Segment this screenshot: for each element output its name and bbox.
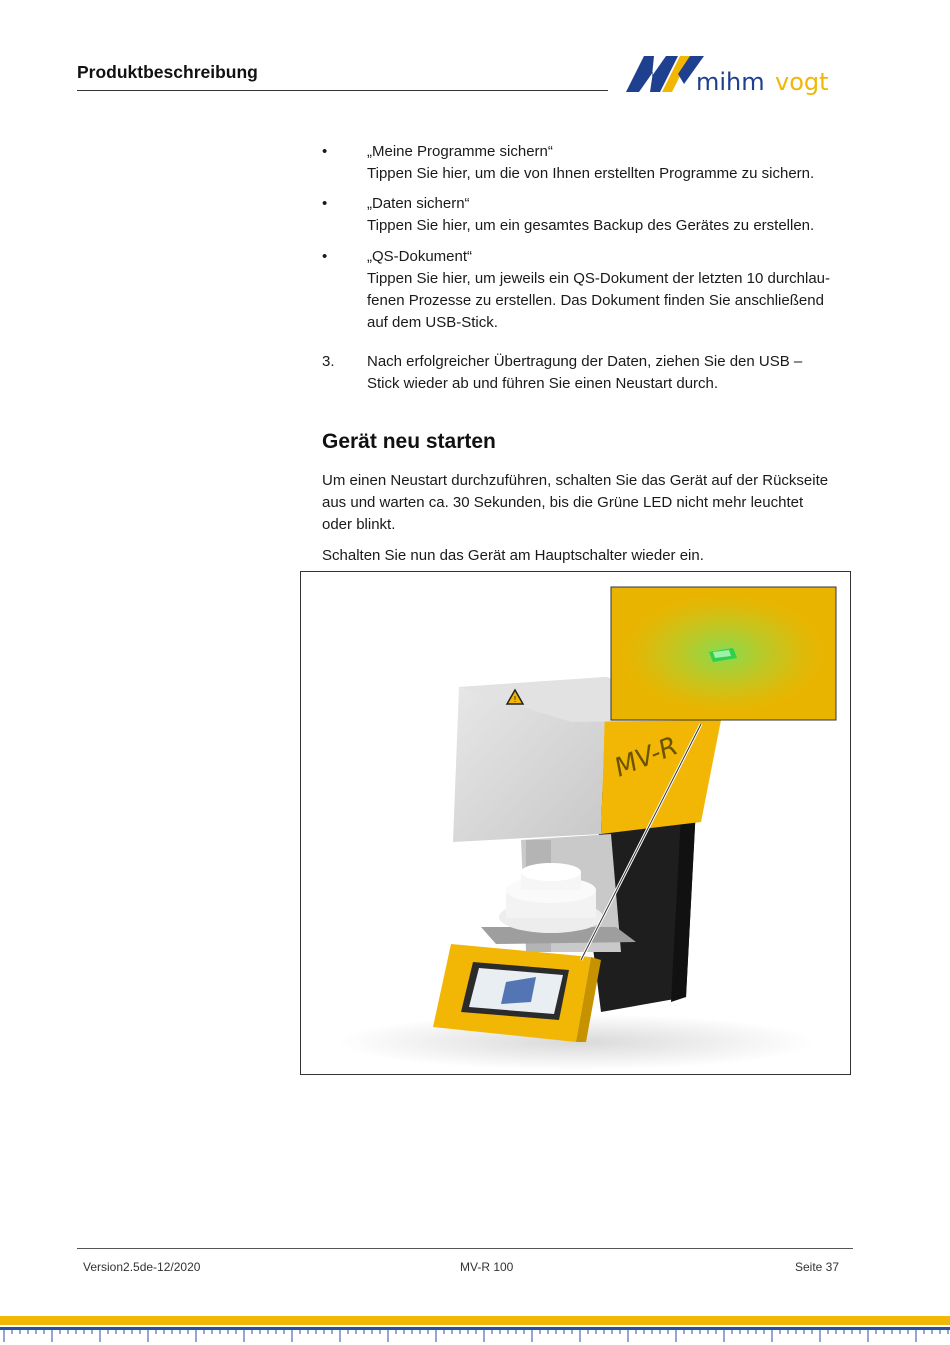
footer-version: Version2.5de-12/2020 — [83, 1260, 201, 1274]
list-item — [322, 193, 852, 237]
bottom-yellow-stripe — [0, 1316, 950, 1325]
list-item — [322, 141, 852, 185]
section-heading: Gerät neu starten — [322, 430, 496, 453]
bullet-text-line: auf dem USB-Stick. — [367, 314, 498, 331]
ruler-ticks — [0, 1330, 950, 1345]
paragraph-line: Um einen Neustart durchzuführen, schalten Sie das Gerät auf der Rückseite — [322, 472, 829, 489]
device-side-label: MV-R — [610, 731, 683, 784]
list-item — [322, 246, 852, 334]
bullet-marker: • — [322, 195, 328, 212]
bullet-marker: • — [322, 143, 328, 160]
paragraph-line: oder blinkt. — [322, 516, 396, 533]
logo-text-part2: vogt — [775, 68, 829, 96]
bullet-text-line: Tippen Sie hier, um jeweils ein QS-Dokument der letzten 10 durchlau- — [367, 270, 831, 287]
bullet-marker: • — [322, 248, 328, 265]
bullet-title: „Daten sichern“ — [367, 195, 470, 212]
svg-text:!: ! — [513, 695, 517, 704]
paragraph-line: aus und warten ca. 30 Sekunden, bis die Grüne LED nicht mehr leuchtet — [322, 494, 804, 511]
step-text-line: Nach erfolgreicher Übertragung der Daten, ziehen Sie den USB – — [367, 353, 803, 370]
numbered-step — [322, 351, 852, 395]
step-text-line: Stick wieder ab und führen Sie einen Neustart durch. — [367, 375, 719, 392]
page-header-title: Produktbeschreibung — [77, 62, 258, 82]
paragraph: Schalten Sie nun das Gerät am Hauptschalter wieder ein. — [322, 547, 704, 564]
footer-page-number: Seite 37 — [795, 1260, 840, 1274]
mihmvogt-logo — [622, 52, 854, 98]
device-figure — [300, 571, 851, 1075]
bullet-title: „QS-Dokument“ — [367, 248, 473, 265]
bullet-text-line: fenen Prozesse zu erstellen. Das Dokument finden Sie anschließend — [367, 292, 824, 309]
footer-model: MV-R 100 — [460, 1260, 514, 1274]
step-number: 3. — [322, 353, 335, 370]
logo-text-part1: mihm — [696, 68, 765, 96]
bullet-text: Tippen Sie hier, um die von Ihnen erstellten Programme zu sichern. — [367, 165, 815, 182]
bullet-text: Tippen Sie hier, um ein gesamtes Backup des Gerätes zu erstellen. — [367, 217, 815, 234]
paragraph — [322, 470, 854, 536]
header-divider — [77, 90, 608, 91]
footer-divider — [77, 1248, 853, 1249]
device-illustration — [301, 572, 851, 1075]
bullet-title: „Meine Programme sichern“ — [367, 143, 553, 160]
